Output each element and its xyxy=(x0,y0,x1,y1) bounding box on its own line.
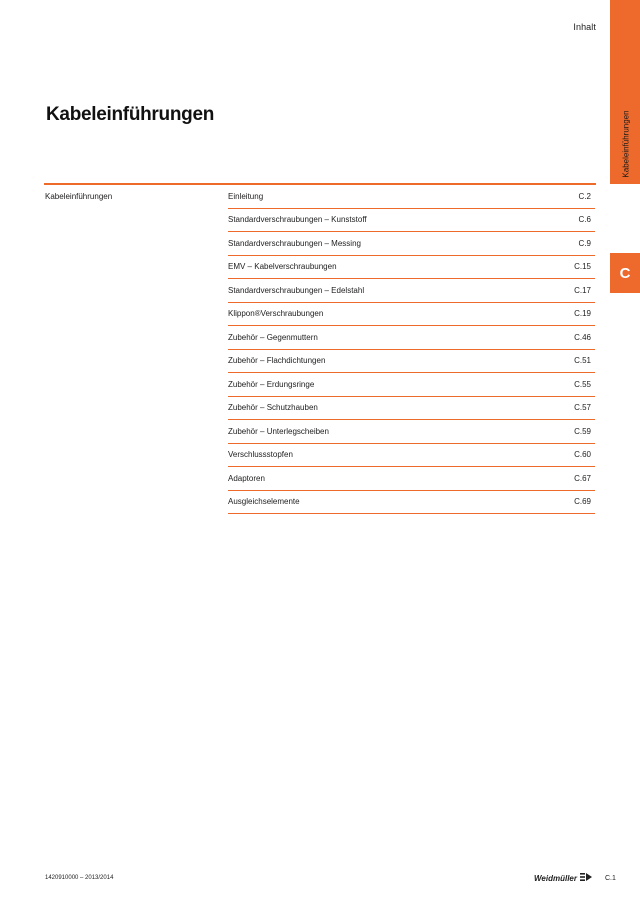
footer-doc-id: 1420910000 – 2013/2014 xyxy=(45,875,114,881)
toc-title: Zubehör – Erdungsringe xyxy=(228,379,315,389)
toc-row[interactable] xyxy=(228,373,595,397)
brand-logo xyxy=(534,873,592,883)
toc-page: C.60 xyxy=(574,450,591,460)
toc-row[interactable] xyxy=(228,397,595,421)
toc-row[interactable] xyxy=(228,326,595,350)
toc-row[interactable] xyxy=(228,444,595,468)
header-section-label: Inhalt xyxy=(573,22,596,32)
toc-page: C.17 xyxy=(574,285,591,295)
brand-name: Weidmüller xyxy=(534,873,577,883)
table-of-contents xyxy=(228,185,595,514)
toc-page: C.15 xyxy=(574,262,591,272)
toc-page: C.67 xyxy=(574,473,591,483)
toc-title: Einleitung xyxy=(228,191,264,201)
toc-row[interactable] xyxy=(228,420,595,444)
toc-title: EMV – Kabelverschraubungen xyxy=(228,262,337,272)
footer-page-number: C.1 xyxy=(605,875,616,882)
toc-row[interactable] xyxy=(228,491,595,515)
toc-page: C.9 xyxy=(578,238,591,248)
page-title: Kabeleinführungen xyxy=(46,104,215,125)
toc-page: C.2 xyxy=(578,191,591,201)
toc-row[interactable] xyxy=(228,279,595,303)
toc-page: C.57 xyxy=(574,403,591,413)
toc-title: Zubehör – Flachdichtungen xyxy=(228,356,326,366)
toc-title: Ausgleichselemente xyxy=(228,497,300,507)
toc-title: Verschlussstopfen xyxy=(228,450,293,460)
toc-title: Zubehör – Unterlegscheiben xyxy=(228,426,329,436)
brand-mark-icon xyxy=(580,873,592,883)
toc-row[interactable] xyxy=(228,350,595,374)
toc-title: Adaptoren xyxy=(228,473,265,483)
section-label: Kabeleinführungen xyxy=(45,192,113,201)
toc-row[interactable] xyxy=(228,232,595,256)
toc-page: C.69 xyxy=(574,497,591,507)
toc-page: C.55 xyxy=(574,379,591,389)
side-tab-label: Kabeleinführungen xyxy=(621,110,631,178)
toc-title: Zubehör – Gegenmuttern xyxy=(228,332,318,342)
toc-row[interactable] xyxy=(228,256,595,280)
toc-page: C.46 xyxy=(574,332,591,342)
toc-title: Standardverschraubungen – Messing xyxy=(228,238,361,248)
toc-page: C.6 xyxy=(578,215,591,225)
toc-page: C.51 xyxy=(574,356,591,366)
toc-row[interactable] xyxy=(228,209,595,233)
toc-row[interactable] xyxy=(228,467,595,491)
toc-page: C.19 xyxy=(574,309,591,319)
section-letter-tab: C xyxy=(610,253,640,293)
toc-title: Klippon®Verschraubungen xyxy=(228,309,324,319)
toc-title: Standardverschraubungen – Kunststoff xyxy=(228,215,367,225)
toc-page: C.59 xyxy=(574,426,591,436)
toc-row[interactable] xyxy=(228,303,595,327)
toc-title: Zubehör – Schutzhauben xyxy=(228,403,318,413)
toc-row[interactable] xyxy=(228,185,595,209)
toc-title: Standardverschraubungen – Edelstahl xyxy=(228,285,365,295)
